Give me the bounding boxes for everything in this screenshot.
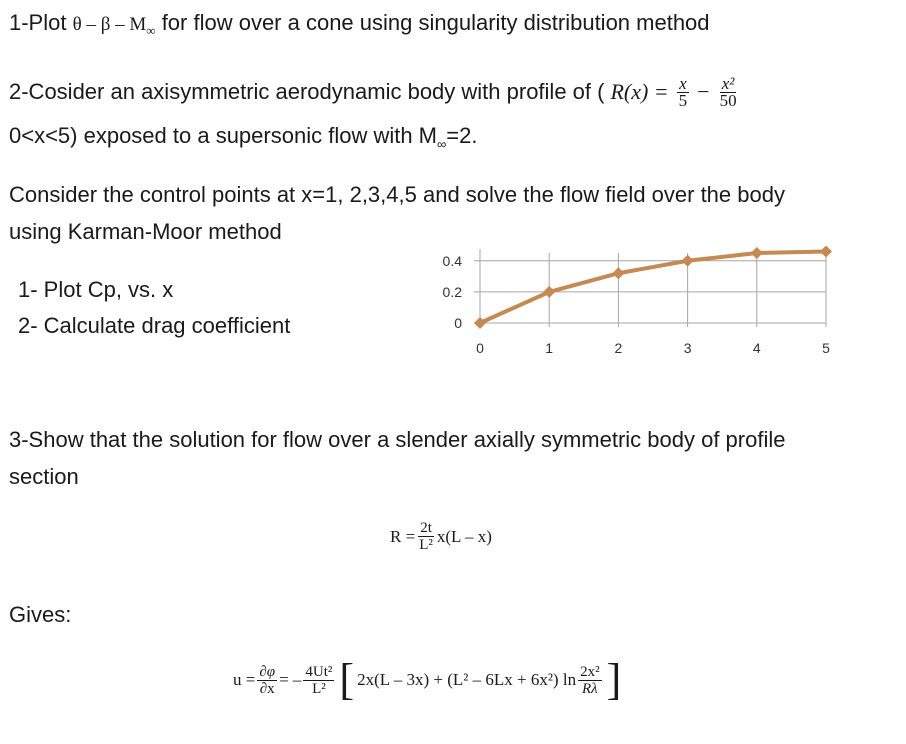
- y-tick-label: 0.4: [442, 252, 462, 269]
- question-2-line-3: Consider the control points at x=1, 2,3,4,5 and solve the flow field over the body: [9, 182, 785, 207]
- x-tick-label: 5: [822, 340, 830, 356]
- task-item-1: 1- Plot Cp, vs. x: [18, 277, 174, 302]
- data-point: [751, 247, 763, 259]
- equation-velocity: u = $\frac{\partial\varphi}{\partial x}$ = – $\frac{\text{4Ut²}}{\text{L²}}$ [ 2x(L – 3x) + (L² – 6Lx + 6x²) ln $\frac{\text{2x²}}{R\lambda}$ ]: [233, 655, 622, 704]
- data-point: [543, 286, 555, 298]
- question-1: [9, 10, 710, 44]
- x-tick-label: 3: [683, 340, 692, 356]
- y-tick-label: 0: [454, 315, 462, 331]
- data-point: [682, 255, 694, 267]
- gives-label: Gives:: [9, 602, 72, 627]
- data-point: [474, 317, 486, 329]
- x-tick-label: 0: [476, 340, 484, 356]
- q1-symbols: θ – β – $M_\infty$: [72, 14, 156, 38]
- q2-line1: 2-Cosider an axisymmetric aerodynamic body with profile of (: [9, 79, 605, 104]
- series-line: [480, 251, 826, 323]
- question-2-line-2: 0<x<5) exposed to a supersonic flow with $M_\infty=2$.: [9, 123, 478, 152]
- q1-suffix: for flow over a cone using singularity distribution method: [161, 10, 710, 35]
- question-3-line-2: section: [9, 464, 79, 489]
- question-2-line-1: [9, 67, 741, 117]
- q1-prefix: 1-Plot: [9, 10, 67, 35]
- x-tick-label: 4: [752, 340, 761, 356]
- y-tick-label: 0.2: [442, 283, 462, 300]
- x-tick-label: 1: [545, 340, 554, 356]
- data-point: [820, 245, 832, 257]
- task-item-2: 2- Calculate drag coefficient: [18, 313, 291, 338]
- data-point: [612, 267, 624, 279]
- x-tick-label: 2: [614, 340, 623, 356]
- question-3-line-1: 3-Show that the solution for flow over a slender axially symmetric body of profile: [9, 427, 786, 452]
- q2-frac-2: $\frac{\text{x²}}{50}$: [719, 73, 737, 110]
- q2-frac-1: $\frac{x}{5}$: [678, 73, 688, 110]
- equation-profile: R = $\frac{2t}{\text{L²}}$ x(L – x): [390, 520, 492, 553]
- cp-chart: [420, 245, 850, 375]
- q2-minus: −: [697, 79, 710, 104]
- q2-func: R(x) =: [610, 79, 669, 104]
- question-2-line-4: using Karman-Moor method: [9, 219, 282, 244]
